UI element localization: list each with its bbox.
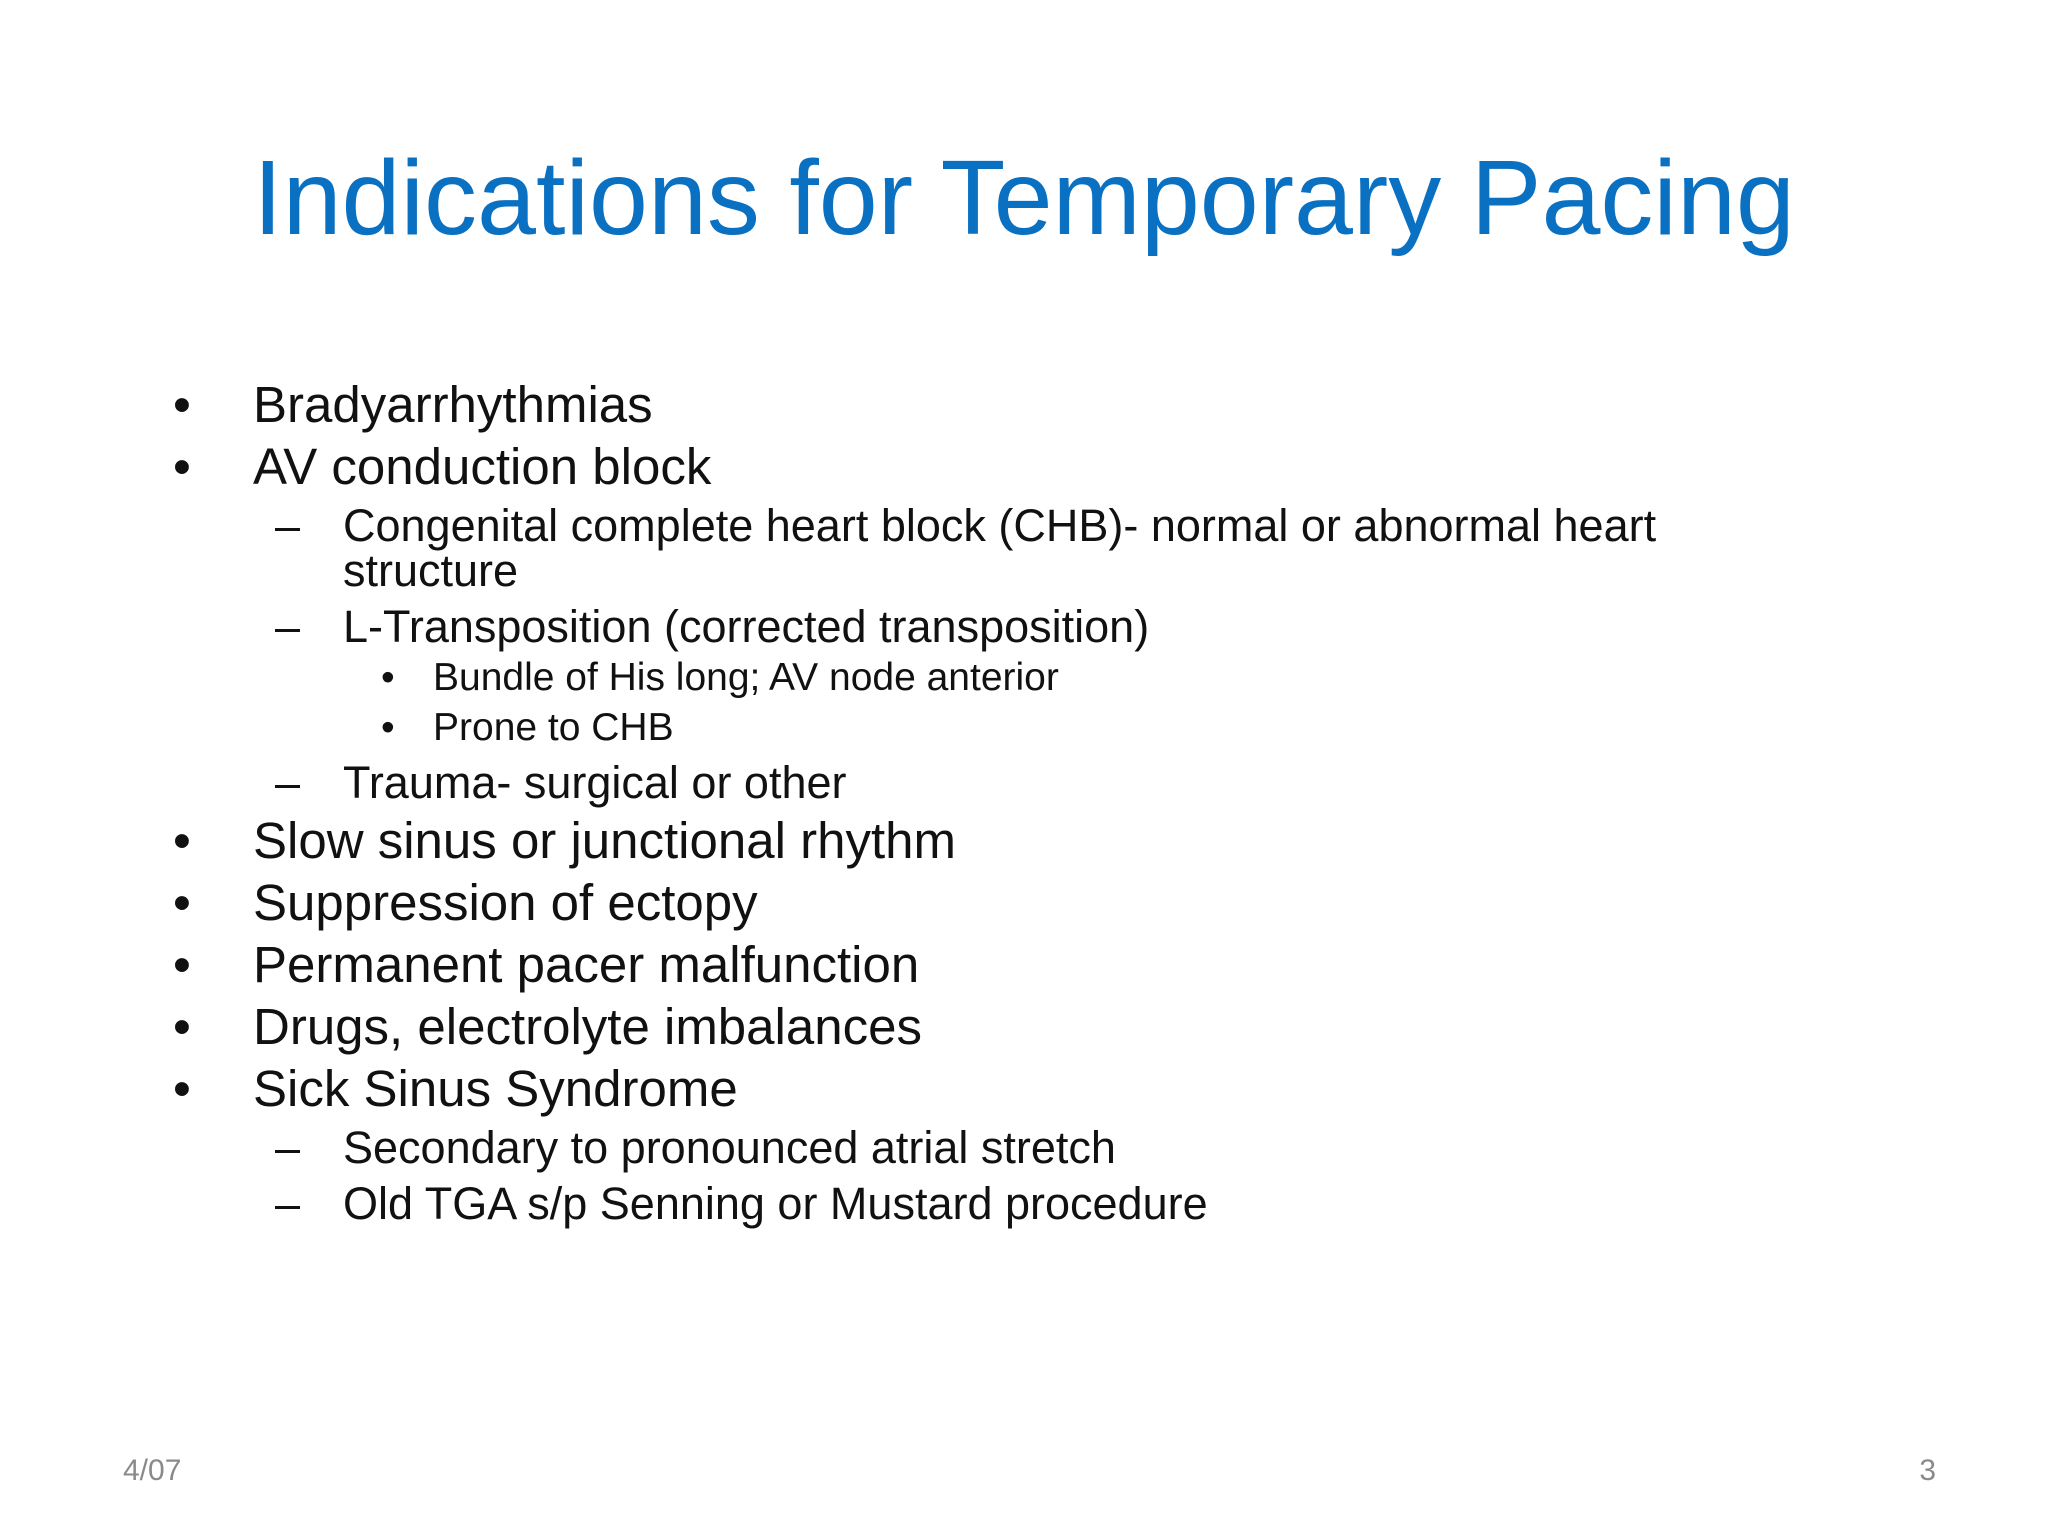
dash-marker: – xyxy=(275,601,301,652)
bullet-marker: • xyxy=(173,1060,191,1117)
bullet-text: Congenital complete heart block (CHB)- normal or abnormal heart structure xyxy=(343,500,1657,596)
bullet-marker: • xyxy=(173,438,191,495)
bullet-item xyxy=(173,997,922,1056)
bullet-text: Bradyarrhythmias xyxy=(253,376,653,433)
bullet-text: Permanent pacer malfunction xyxy=(253,936,920,993)
dash-marker: – xyxy=(275,757,301,808)
bullet-marker: • xyxy=(381,706,395,749)
bullet-text: AV conduction block xyxy=(253,438,712,495)
bullet-item xyxy=(173,935,920,994)
sub-bullet-item xyxy=(275,601,1150,653)
bullet-text: Old TGA s/p Senning or Mustard procedure xyxy=(343,1178,1208,1229)
bullet-marker: • xyxy=(173,376,191,433)
bullet-text: Sick Sinus Syndrome xyxy=(253,1060,738,1117)
bullet-marker: • xyxy=(173,936,191,993)
bullet-text: Prone to CHB xyxy=(433,706,674,749)
bullet-text: Slow sinus or junctional rhythm xyxy=(253,812,956,869)
bullet-item xyxy=(173,873,758,932)
dash-marker: – xyxy=(275,1122,301,1173)
bullet-item xyxy=(173,1059,738,1118)
dash-marker: – xyxy=(275,500,301,551)
slide-title: Indications for Temporary Pacing xyxy=(253,139,1795,257)
bullet-text: Drugs, electrolyte imbalances xyxy=(253,998,922,1055)
sub-bullet-item xyxy=(275,500,1843,596)
bullet-item xyxy=(173,437,712,496)
bullet-text: Secondary to pronounced atrial stretch xyxy=(343,1122,1116,1173)
sub-bullet-item xyxy=(275,1122,1116,1174)
bullet-item xyxy=(173,375,653,434)
bullet-marker: • xyxy=(173,812,191,869)
bullet-item xyxy=(173,811,956,870)
dash-marker: – xyxy=(275,1178,301,1229)
bullet-text: Suppression of ectopy xyxy=(253,874,758,931)
bullet-marker: • xyxy=(173,998,191,1055)
bullet-text: L-Transposition (corrected transposition) xyxy=(343,601,1150,652)
sub-bullet-item xyxy=(275,757,847,809)
sub-bullet-item xyxy=(275,1178,1208,1230)
bullet-marker: • xyxy=(381,656,395,699)
sub-sub-bullet-item xyxy=(381,706,674,750)
bullet-text: Trauma- surgical or other xyxy=(343,757,847,808)
bullet-text: Bundle of His long; AV node anterior xyxy=(433,656,1059,699)
page-number: 3 xyxy=(1919,1454,1936,1487)
footer-date: 4/07 xyxy=(123,1454,182,1487)
bullet-marker: • xyxy=(173,874,191,931)
sub-sub-bullet-item xyxy=(381,656,1059,700)
